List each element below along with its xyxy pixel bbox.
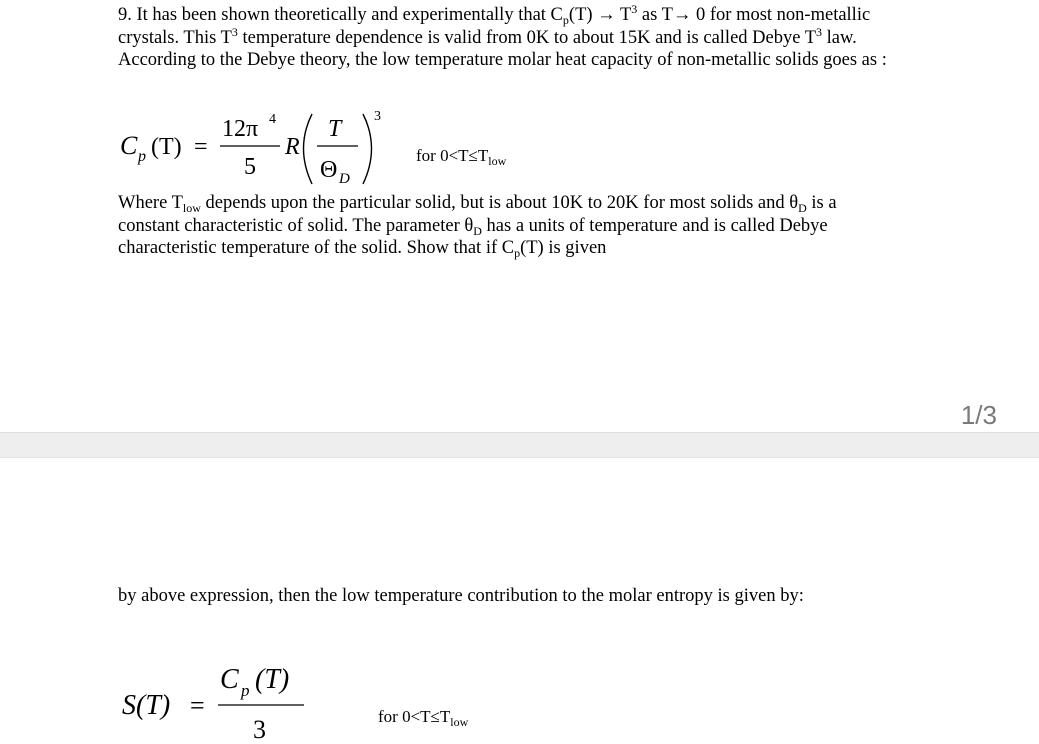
eq1-theta-sub: D [339, 171, 350, 187]
eq1-denominator: 5 [244, 154, 256, 180]
condition-2: for $0<T\le T_{low}$ [378, 707, 469, 729]
eq2-denominator: 3 [253, 715, 266, 744]
eq2-num-c: C [220, 664, 239, 695]
page-counter: 1/3 [960, 400, 997, 430]
eq1-theta: Θ [320, 157, 338, 183]
eq1-numerator: 12π [222, 116, 259, 142]
eq1-r: R [285, 134, 300, 160]
eq2-lhs: S(T) [122, 690, 171, 721]
condition-1: for $0<T\le T_{low}$ [416, 146, 507, 168]
eq1-arg: (T) [151, 134, 182, 160]
eq2-num-arg: (T) [255, 664, 290, 695]
document-page-2 [0, 458, 1039, 744]
eq1-right-paren [363, 114, 372, 184]
entropy-equation [118, 658, 318, 744]
problem-paragraph-debye: Where $T_{low}$ depends upon the particular solid, but is about 10K to 20K for most solids and $\theta_D$ is a constant characteristic of solid. The parameter $\theta_D$ has a units of temperature and is called Debye characteristic temperature of the solid. Show that if $C_p(T)$ is given [118, 193, 837, 260]
eq1-inner-num: T [328, 116, 342, 142]
problem-paragraph-intro: 9. It has been shown theoretically and experimentally that $C_p(T) \to T^3$ as T→ 0 for most non-metallic crystals. This $T^3$ temperature dependence is valid from 0K to about 15K and is called Debye $T^3$ law. According to the Debye theory, the low temperature molar heat capacity of non-metallic solids goes as : [118, 2, 887, 70]
heat-capacity-equation [112, 108, 412, 190]
eq1-c-sub: p [138, 148, 146, 165]
problem-paragraph-entropy: by above expression, then the low temperature contribution to the molar entropy is given by: [118, 586, 804, 606]
eq2-num-sub: p [241, 681, 250, 700]
page-divider [0, 432, 1039, 458]
eq1-left-paren [304, 114, 313, 184]
eq1-c: C [120, 131, 138, 160]
eq2-equals: = [190, 691, 205, 720]
eq1-exponent: 3 [374, 109, 381, 124]
eq1-numerator-sup: 4 [269, 112, 276, 127]
eq1-equals: = [194, 134, 208, 160]
